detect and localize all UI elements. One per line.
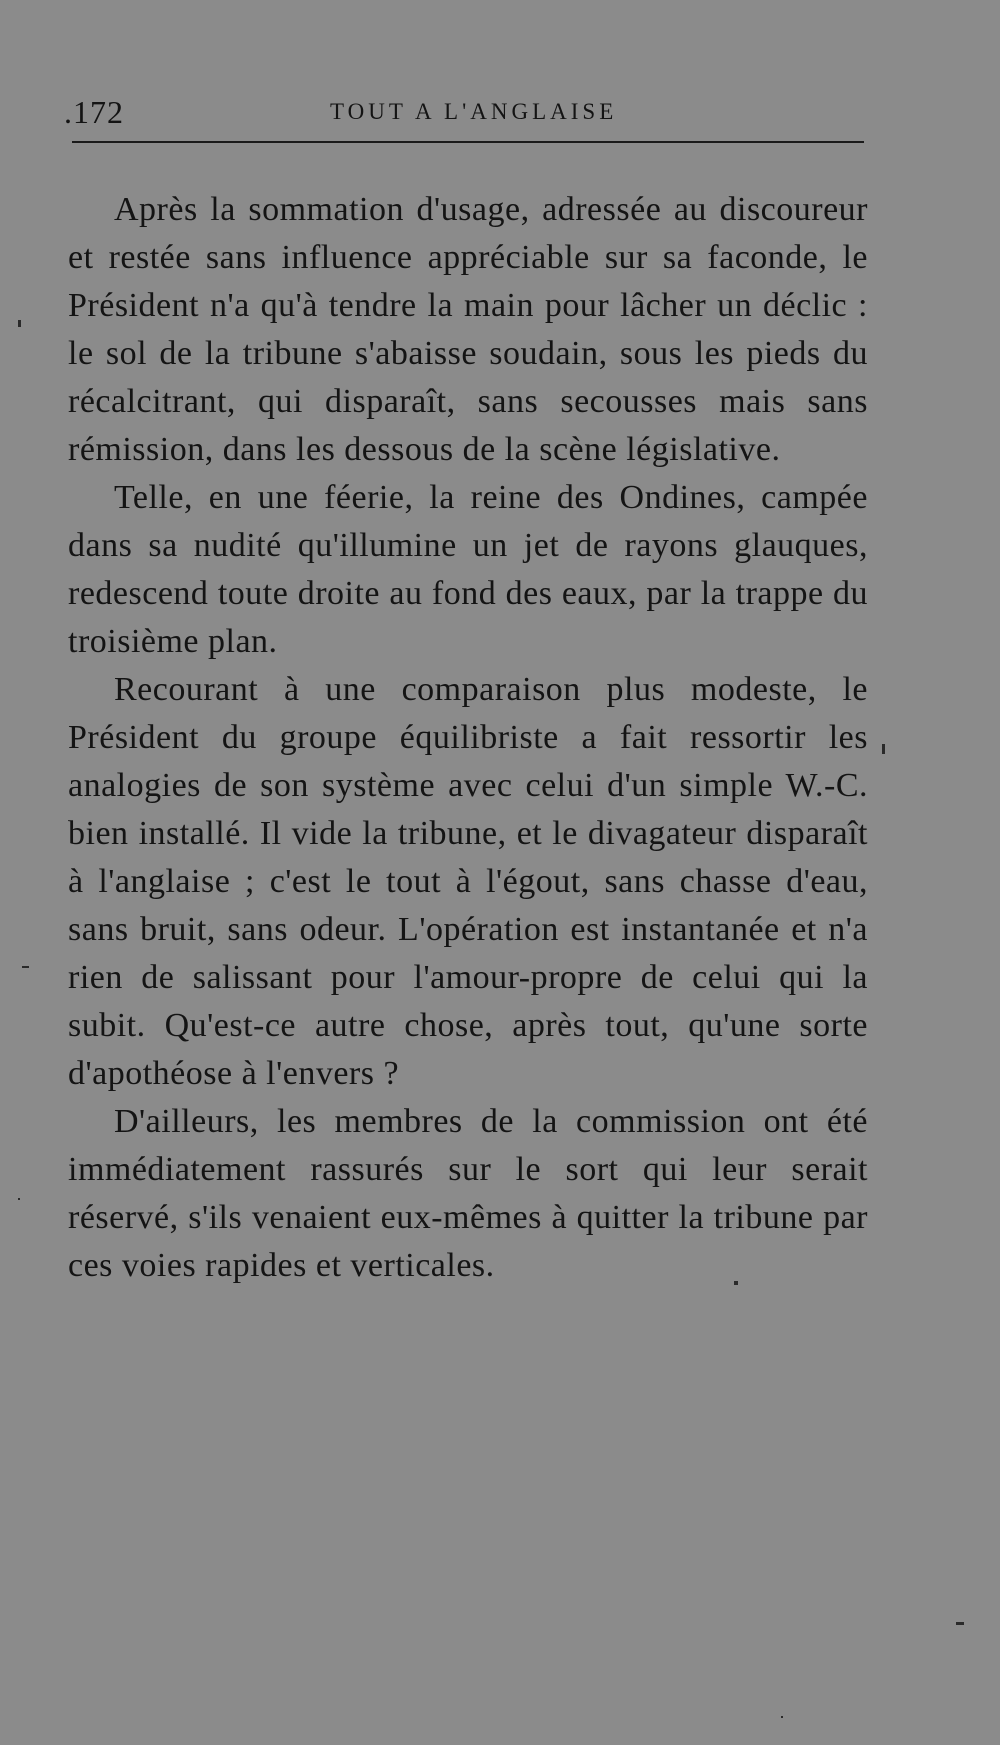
paragraph-4: D'ailleurs, les membres de la commission ont été immédiatement rassurés sur le sort qui leur serait réservé, s'ils venaient eux-mêmes à quitter la tribune par ces voies rapides et verticales. [68,1103,868,1284]
running-head [64,92,864,132]
speck-right-2 [956,1622,964,1625]
running-title: TOUT A L'ANGLAISE [330,99,618,124]
speck-left-3 [18,1198,20,1200]
speck-left-2 [22,966,29,968]
paragraph-3: Recourant à une comparaison plus modeste, le Président du groupe équilibriste a fait ressortir les analogies de son système avec celui d'un simple W.-C. bien installé. Il vide la tribune, et le divagateur disparaît à l'anglaise ; c'est le tout à l'égout, sans chasse d'eau, sans bruit, sans odeur. L'opération est instantanée et n'a rien de salissant pour l'amour-propre de celui qui la subit. Qu'est-ce autre chose, après tout, qu'une sorte d'apothéose à l'envers ? [68,671,868,1092]
paragraph-1: Après la sommation d'usage, adressée au discoureur et restée sans influence appréciable sur sa faconde, le Président n'a qu'à tendre la main pour lâcher un déclic : le sol de la tribune s'abaisse soudain, sous les pieds du récalcitrant, qui disparaît, sans secousses mais sans rémission, dans les dessous de la scène législative. [68,191,868,468]
header-rule [72,141,864,143]
speck-left-1 [18,320,21,327]
speck-text-dot [734,1281,738,1285]
speck-bottom [781,1716,783,1718]
paragraph-2: Telle, en une féerie, la reine des Ondines, campée dans sa nudité qu'illumine un jet de rayons glauques, redescend toute droite au fond des eaux, par la trappe du troisième plan. [68,479,868,660]
body-text [68,186,868,1290]
page-number: .172 [64,94,124,130]
speck-right-1 [882,744,885,754]
